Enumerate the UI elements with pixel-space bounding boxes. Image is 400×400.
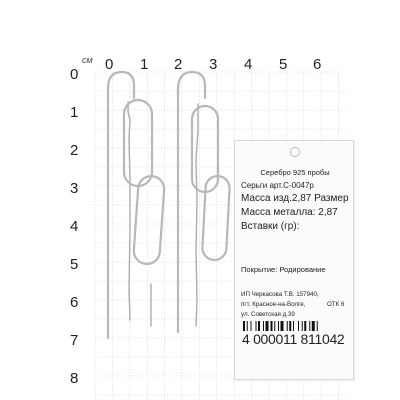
link-left-2 bbox=[133, 175, 165, 265]
tag-mass: Масса изд.2,87 Размер bbox=[241, 193, 349, 204]
top-tick: 6 bbox=[313, 56, 322, 73]
tag-article: Серьги арт.С-0047р bbox=[241, 181, 314, 190]
tag-inserts: Вставки (гр): bbox=[241, 221, 300, 232]
tag-city: пгт. Красное-на-Волге, bbox=[241, 301, 306, 308]
left-tick: 5 bbox=[70, 256, 79, 273]
ruler-unit-label: см bbox=[82, 55, 93, 65]
tag-coating: Покрытие: Родирование bbox=[241, 265, 326, 274]
tag-hole bbox=[290, 147, 300, 157]
top-tick: 5 bbox=[279, 56, 288, 73]
left-tick: 4 bbox=[70, 218, 79, 235]
top-tick: 2 bbox=[174, 56, 183, 73]
chain-left bbox=[128, 102, 130, 320]
top-tick: 4 bbox=[244, 56, 253, 73]
tag-metal-mass: Масса металла: 2,87 bbox=[241, 207, 338, 218]
left-tick: 0 bbox=[70, 66, 79, 83]
barcode-number: 4 000011 811042 bbox=[241, 331, 349, 347]
left-tick: 3 bbox=[70, 180, 79, 197]
top-tick: 3 bbox=[209, 56, 218, 73]
left-tick: 2 bbox=[70, 142, 79, 159]
earring-right bbox=[178, 72, 230, 332]
tag-maker: ИП Черкасова Т.В. 157940, bbox=[241, 291, 319, 298]
tag-street: ул. Советская д.39 bbox=[241, 311, 295, 318]
left-tick: 7 bbox=[70, 332, 79, 349]
top-tick: 0 bbox=[105, 56, 114, 73]
tag-title: Серебро 925 пробы bbox=[260, 168, 330, 177]
tag-otk: ОТК 6 bbox=[327, 301, 345, 308]
link-right-2 bbox=[202, 175, 230, 260]
product-tag bbox=[234, 140, 354, 380]
left-tick: 8 bbox=[70, 370, 79, 387]
top-tick: 1 bbox=[140, 56, 149, 73]
chain-right bbox=[196, 104, 198, 326]
left-tick: 6 bbox=[70, 294, 79, 311]
left-tick: 1 bbox=[70, 104, 79, 121]
